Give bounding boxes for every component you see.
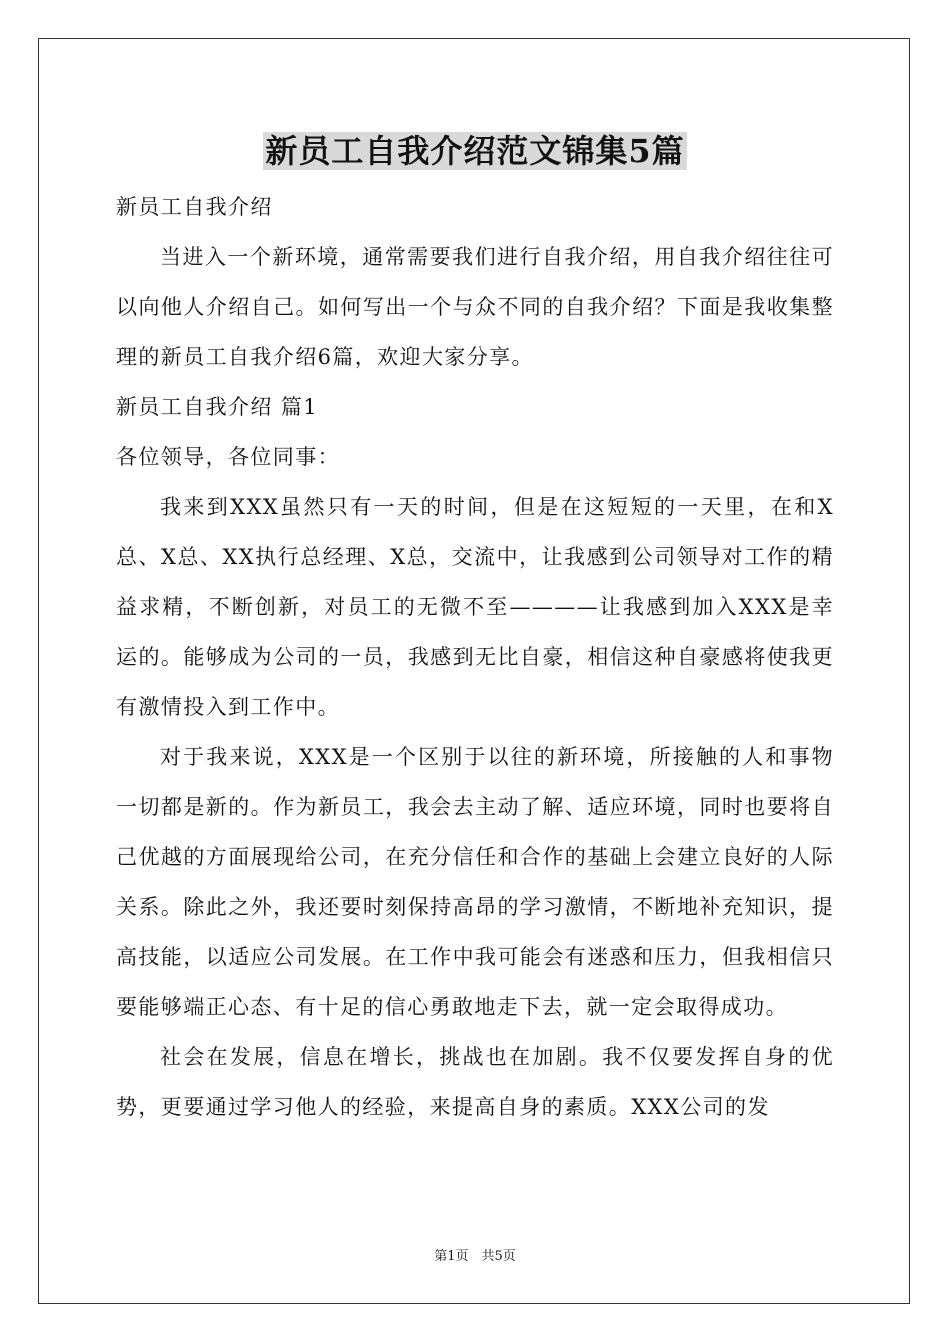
- document-title: [116, 120, 834, 182]
- page-number-footer: 第1页 共5页: [434, 1249, 516, 1264]
- greeting-line: 各位领导，各位同事：: [116, 445, 340, 469]
- body-paragraph-3: 社会在发展，信息在增长，挑战也在加剧。我不仅要发挥自身的优势，更要通过学习他人的经验，来提高自身的素质。XXX公司的发: [116, 1045, 834, 1119]
- body-paragraph-1: 我来到XXX虽然只有一天的时间，但是在这短短的一天里，在和X总、X总、XX执行总经理、X总，交流中，让我感到公司领导对工作的精益求精，不断创新，对员工的无微不至————让我感到加入XXX是幸运的。能够成为公司的一员，我感到无比自豪，相信这种自豪感将使我更有激情投入到工作中。: [116, 495, 834, 719]
- document-title-text: 新员工自我介绍范文锦集5篇: [265, 132, 685, 170]
- body-paragraph-2: 对于我来说，XXX是一个区别于以往的新环境，所接触的人和事物一切都是新的。作为新员工，我会去主动了解、适应环境，同时也要将自己优越的方面展现给公司，在充分信任和合作的基础上会建立良好的人际关系。除此之外，我还要时刻保持高昂的学习激情，不断地补充知识，提高技能，以适应公司发展。在工作中我可能会有迷惑和压力，但我相信只要能够端正心态、有十足的信心勇敢地走下去，就一定会取得成功。: [116, 745, 834, 1019]
- intro-paragraph: 当进入一个新环境，通常需要我们进行自我介绍，用自我介绍往往可以向他人介绍自己。如何写出一个与众不同的自我介绍？下面是我收集整理的新员工自我介绍6篇，欢迎大家分享。: [116, 245, 834, 369]
- section-1-title: 新员工自我介绍 篇1: [116, 395, 319, 419]
- heading-self-introduction: 新员工自我介绍: [116, 195, 273, 219]
- document-body: [116, 120, 834, 1132]
